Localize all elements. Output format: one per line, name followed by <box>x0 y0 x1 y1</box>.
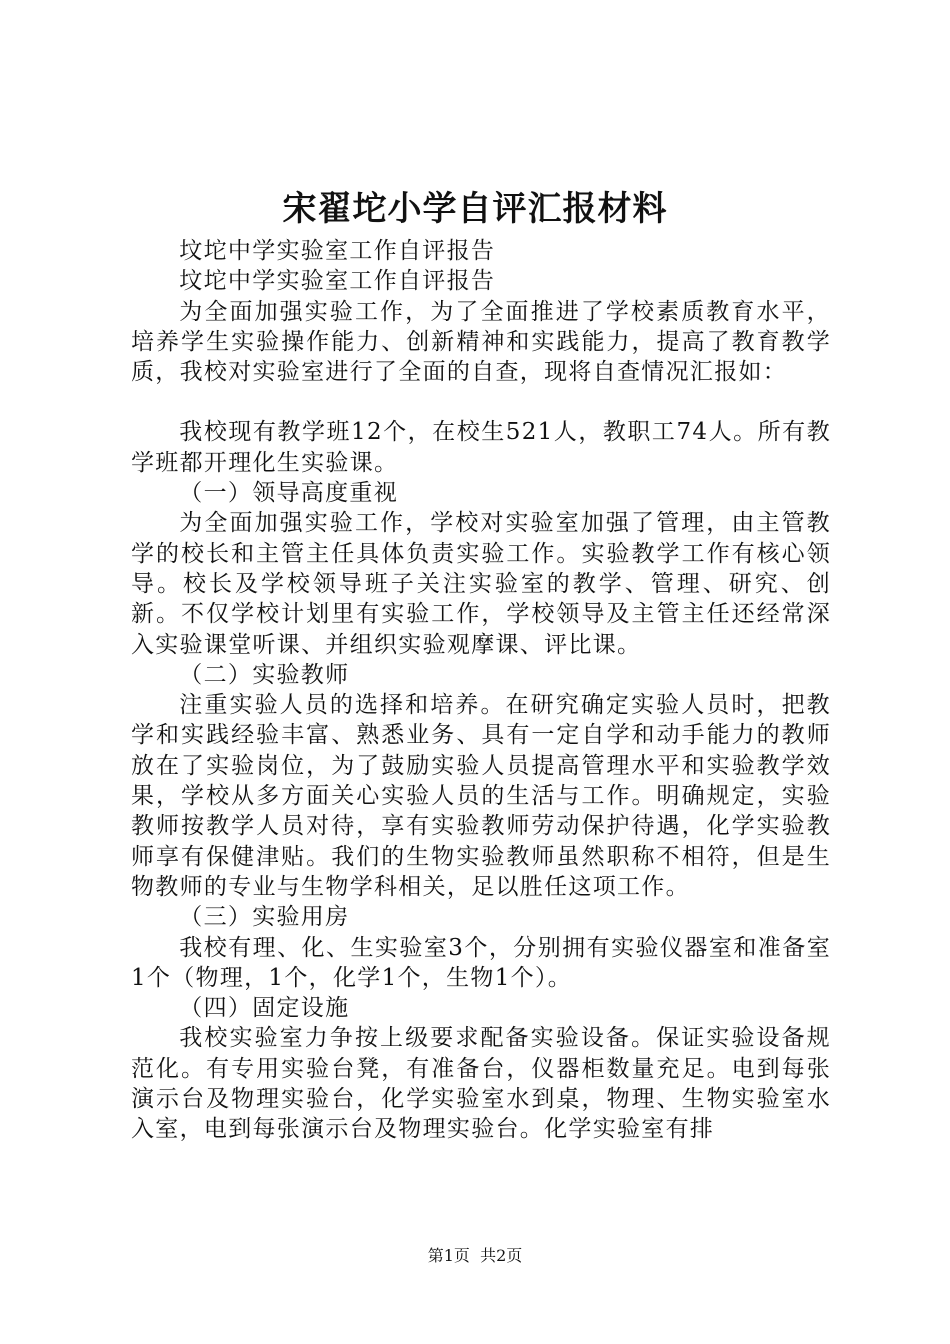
document-body <box>131 236 831 1145</box>
section-heading: （三）实验用房 <box>179 904 350 931</box>
document-title: 宋翟坨小学自评汇报材料 <box>282 189 668 229</box>
paragraph: 注重实验人员的选择和培养。在研究确定实验人员时，把教学和实践经验丰富、熟悉业务、具有一定自学和动手能力的教师放在了实验岗位，为了鼓励实验人员提高管理水平和实验教学效果，学校从多方面关心实验人员的生活与工作。明确规定，实验教师按教学人员对待，享有实验教师劳动保护待遇，化学实验教师享有保健津贴。我们的生物实验教师虽然职称不相符，但是生物教师的专业与生物学科相关，足以胜任这项工作。 <box>131 692 831 900</box>
page-footer <box>0 1244 950 1268</box>
section-heading: （一）领导高度重视 <box>179 480 398 507</box>
page-number: 第1页 <box>427 1246 470 1265</box>
paragraph: 为全面加强实验工作，为了全面推进了学校素质教育水平，培养学生实验操作能力、创新精神和实践能力，提高了教育教学质，我校对实验室进行了全面的自查，现将自查情况汇报如： <box>131 298 831 386</box>
page-total: 共2页 <box>480 1246 523 1265</box>
paragraph: 为全面加强实验工作，学校对实验室加强了管理，由主管教学的校长和主管主任具体负责实验工作。实验教学工作有核心领导。校长及学校领导班子关注实验室的教学、管理、研究、创新。不仅学校计划里有实验工作，学校领导及主管主任还经常深入实验课堂听课、并组织实验观摩课、评比课。 <box>131 510 831 658</box>
paragraph: 坟坨中学实验室工作自评报告 <box>179 268 496 295</box>
section-heading: （四）固定设施 <box>179 995 350 1022</box>
paragraph: 坟坨中学实验室工作自评报告 <box>179 238 496 264</box>
paragraph: 我校有理、化、生实验室3个，分别拥有实验仪器室和准备室1个（物理，1个，化学1个，生物1个）。 <box>131 934 831 991</box>
paragraph: 我校现有教学班12个，在校生521人，教职工74人。所有教学班都开理化生实验课。 <box>131 419 831 476</box>
section-heading: （二）实验教师 <box>179 661 350 688</box>
paragraph: 我校实验室力争按上级要求配备实验设备。保证实验设备规范化。有专用实验台凳，有准备台，仪器柜数量充足。电到每张演示台及物理实验台，化学实验室水到桌，物理、生物实验室水入室，电到每张演示台及物理实验台。化学实验室有排 <box>131 1025 831 1143</box>
